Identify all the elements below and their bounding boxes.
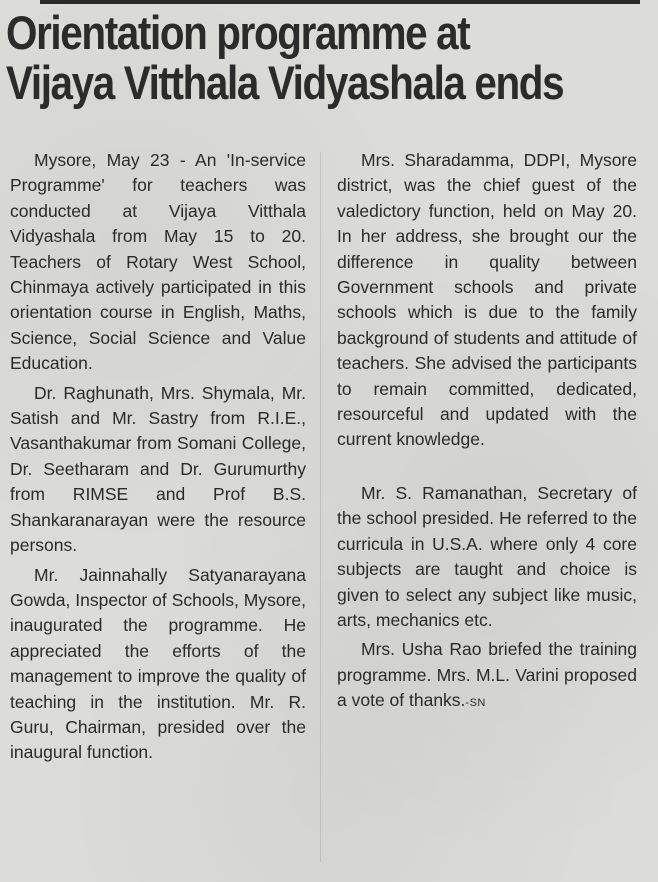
column-divider <box>320 152 321 862</box>
headline-line-2: Vijaya Vitthala Vidyashala ends <box>6 56 564 109</box>
paragraph-right-2: Mr. S. Ramanathan, Secretary of the school presided. He referred to the curricula in U.S.A. where only 4 core subjects are taught and choice is given to select any subject like music, arts, mechanics etc. <box>337 482 637 630</box>
right-column <box>337 148 637 721</box>
headline <box>6 6 564 109</box>
left-column <box>10 148 306 770</box>
closing-sentence: Mrs. Usha Rao briefed the training programme. Mrs. M.L. Varini proposed a vote of thanks. <box>337 639 637 711</box>
paragraph-right-1: Mrs. Sharadamma, DDPI, Mysore district, was the chief guest of the valedictory function, held on May 20. In her address, she brought our the difference in quality between Government schools and private schools which is due to the family background of students and attitude of teachers. She advised the participants to remain committed, dedicated, resourceful and updated with the current knowledge. <box>337 150 637 450</box>
top-rule <box>40 0 640 4</box>
paragraph-right-3 <box>337 637 637 716</box>
paragraph-left-1: Mysore, May 23 - An 'In-service Programme' for teachers was conducted at Vijaya Vitthala Vidyashala from May 15 to 20. Teachers of Rotary West School, Chinmaya actively participated in this orientation course in English, Maths, Science, Social Science and Value Education. <box>10 150 306 374</box>
headline-line-1: Orientation programme at <box>6 6 470 59</box>
paragraph-left-2: Dr. Raghunath, Mrs. Shymala, Mr. Satish and Mr. Sastry from R.I.E., Vasanthakumar from Somani College, Dr. Seetharam and Dr. Gurumurthy from RIMSE and Prof B.S. Shankaranarayan were the resource persons. <box>10 382 306 556</box>
byline-initials: -SN <box>465 697 486 710</box>
paragraph-left-3: Mr. Jainnahally Satyanarayana Gowda, Inspector of Schools, Mysore, inaugurated the programme. He appreciated the efforts of the management to improve the quality of teaching in the institution. Mr. R. Guru, Chairman, presided over the inaugural function. <box>10 564 306 763</box>
